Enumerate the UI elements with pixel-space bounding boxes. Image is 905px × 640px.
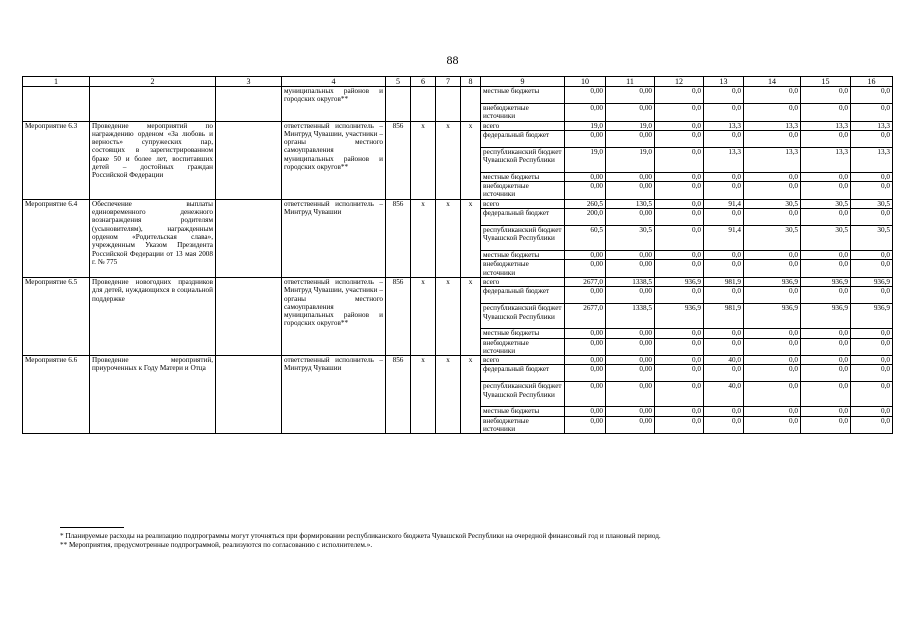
value-cell: 19,0: [606, 121, 655, 130]
table-row: [23, 356, 893, 365]
value-cell: 0,0: [744, 416, 801, 434]
funding-source-cell: всего: [481, 121, 565, 130]
value-cell: 0,00: [606, 260, 655, 278]
table-row: [23, 199, 893, 208]
value-cell: 0,00: [565, 287, 606, 304]
value-cell: 0,0: [744, 130, 801, 147]
funding-source-cell: всего: [481, 356, 565, 365]
header-cell: 2: [90, 77, 216, 87]
value-cell: 0,00: [606, 329, 655, 338]
value-cell: 0,0: [655, 226, 704, 251]
value-cell: 0,0: [744, 104, 801, 122]
cont-executor-cell: муниципальных районов и городских округов**: [282, 87, 386, 122]
funding-source-cell: федеральный бюджет: [481, 287, 565, 304]
value-cell: 0,00: [565, 329, 606, 338]
funding-source-cell: внебюджетные источники: [481, 260, 565, 278]
value-cell: 0,0: [744, 382, 801, 407]
value-cell: 13,3: [704, 147, 744, 172]
cont-empty-cell: [386, 87, 411, 122]
table-row: [23, 277, 893, 286]
value-cell: 0,0: [851, 407, 893, 416]
funding-source-cell: местные бюджеты: [481, 329, 565, 338]
table-row: [23, 121, 893, 130]
value-cell: 0,0: [655, 209, 704, 226]
value-cell: 0,0: [655, 147, 704, 172]
value-cell: 13,3: [704, 121, 744, 130]
header-cell: 7: [436, 77, 461, 87]
value-cell: 0,0: [851, 416, 893, 434]
header-row: [23, 77, 893, 87]
value-cell: 0,0: [744, 87, 801, 104]
value-cell: 0,0: [801, 287, 851, 304]
value-cell: 0,0: [704, 260, 744, 278]
value-cell: 0,0: [851, 182, 893, 200]
code-x-cell: x: [411, 356, 436, 434]
budget-table: [22, 76, 893, 434]
value-cell: 0,0: [851, 329, 893, 338]
code-x-cell: x: [461, 356, 481, 434]
value-cell: 0,0: [801, 104, 851, 122]
value-cell: 13,3: [851, 121, 893, 130]
value-cell: 0,0: [655, 260, 704, 278]
value-cell: 0,0: [744, 356, 801, 365]
value-cell: 19,0: [565, 147, 606, 172]
value-cell: 0,0: [655, 130, 704, 147]
value-cell: 13,3: [851, 147, 893, 172]
value-cell: 0,00: [606, 287, 655, 304]
value-cell: 0,0: [655, 287, 704, 304]
value-cell: 0,0: [744, 365, 801, 382]
value-cell: 0,0: [655, 365, 704, 382]
value-cell: 0,0: [655, 338, 704, 356]
value-cell: 0,00: [565, 260, 606, 278]
header-cell: 9: [481, 77, 565, 87]
funding-source-cell: всего: [481, 199, 565, 208]
value-cell: 91,4: [704, 199, 744, 208]
activity-code-cell: Мероприятие 6.5: [23, 277, 90, 355]
value-cell: 0,00: [606, 356, 655, 365]
value-cell: 0,0: [704, 329, 744, 338]
executor-cell: ответственный исполнитель – Минтруд Чувашии, участники – органы местного самоуправления муниципальных районов и городских округов**: [282, 121, 386, 199]
value-cell: 91,4: [704, 226, 744, 251]
value-cell: 200,0: [565, 209, 606, 226]
value-cell: 40,0: [704, 382, 744, 407]
cont-empty-cell: [461, 87, 481, 122]
value-cell: 0,0: [704, 365, 744, 382]
value-cell: 0,0: [744, 329, 801, 338]
value-cell: 0,00: [606, 104, 655, 122]
value-cell: 60,5: [565, 226, 606, 251]
value-cell: 981,9: [704, 304, 744, 329]
funding-source-cell: местные бюджеты: [481, 251, 565, 260]
value-cell: 1338,5: [606, 304, 655, 329]
activity-name-cell: Обеспечение выплаты единовременного денежного вознаграждения родителям (усыновителям), награжденным орденом «Родительская слава», учрежденным Указом Президента Российской Федерации от 13 мая 2008 г. № 775: [90, 199, 216, 277]
code-x-cell: x: [411, 277, 436, 355]
code-x-cell: x: [461, 121, 481, 199]
value-cell: 0,0: [851, 382, 893, 407]
value-cell: 0,00: [606, 407, 655, 416]
funding-source-cell: внебюджетные источники: [481, 338, 565, 356]
grbs-code-cell: 856: [386, 356, 411, 434]
footnote-separator: [60, 527, 124, 528]
value-cell: 936,9: [655, 304, 704, 329]
header-cell: 6: [411, 77, 436, 87]
value-cell: 0,0: [851, 130, 893, 147]
grbs-code-cell: 856: [386, 277, 411, 355]
value-cell: 0,0: [801, 365, 851, 382]
code-x-cell: x: [411, 199, 436, 277]
value-cell: 0,0: [704, 209, 744, 226]
value-cell: 0,0: [801, 329, 851, 338]
value-cell: 0,00: [606, 382, 655, 407]
executor-cell: ответственный исполнитель – Минтруд Чувашии, участники – органы местного самоуправления муниципальных районов и городских округов**: [282, 277, 386, 355]
col3-empty-cell: [216, 199, 282, 277]
executor-cell: ответственный исполнитель – Минтруд Чувашии: [282, 199, 386, 277]
header-cell: 4: [282, 77, 386, 87]
cont-code-cell: [23, 87, 90, 122]
value-cell: 0,0: [704, 338, 744, 356]
value-cell: 0,0: [801, 209, 851, 226]
value-cell: 936,9: [655, 277, 704, 286]
funding-source-cell: внебюджетные источники: [481, 104, 565, 122]
activity-code-cell: Мероприятие 6.4: [23, 199, 90, 277]
value-cell: 0,0: [704, 182, 744, 200]
value-cell: 0,00: [565, 407, 606, 416]
value-cell: 0,0: [851, 356, 893, 365]
cont-col3-cell: [216, 87, 282, 122]
value-cell: 0,0: [655, 182, 704, 200]
value-cell: 0,0: [744, 209, 801, 226]
funding-source-cell: республиканский бюджет Чувашской Республики: [481, 147, 565, 172]
footnote-2: ** Мероприятия, предусмотренные подпрограммой, реализуются по согласованию с исполнителем.».: [60, 541, 373, 549]
funding-source-cell: республиканский бюджет Чувашской Республики: [481, 226, 565, 251]
value-cell: 0,0: [704, 87, 744, 104]
value-cell: 0,0: [744, 287, 801, 304]
cont-name-cell: [90, 87, 216, 122]
value-cell: 0,00: [565, 356, 606, 365]
funding-source-cell: внебюджетные источники: [481, 182, 565, 200]
value-cell: 0,0: [655, 172, 704, 181]
value-cell: 260,5: [565, 199, 606, 208]
value-cell: 13,3: [744, 121, 801, 130]
value-cell: 0,0: [704, 251, 744, 260]
value-cell: 2677,0: [565, 277, 606, 286]
value-cell: 0,0: [704, 172, 744, 181]
value-cell: 0,0: [704, 407, 744, 416]
value-cell: 936,9: [851, 277, 893, 286]
header-cell: 14: [744, 77, 801, 87]
value-cell: 40,0: [704, 356, 744, 365]
value-cell: 0,0: [744, 338, 801, 356]
value-cell: 0,0: [851, 209, 893, 226]
header-cell: 8: [461, 77, 481, 87]
value-cell: 0,0: [655, 329, 704, 338]
value-cell: 0,0: [655, 251, 704, 260]
value-cell: 936,9: [801, 304, 851, 329]
value-cell: 0,0: [655, 121, 704, 130]
value-cell: 130,5: [606, 199, 655, 208]
funding-source-cell: внебюджетные источники: [481, 416, 565, 434]
value-cell: 1338,5: [606, 277, 655, 286]
funding-source-cell: федеральный бюджет: [481, 130, 565, 147]
value-cell: 0,0: [801, 251, 851, 260]
value-cell: 0,0: [704, 104, 744, 122]
value-cell: 13,3: [801, 121, 851, 130]
table-row: [23, 87, 893, 104]
code-x-cell: x: [461, 199, 481, 277]
value-cell: 0,00: [565, 251, 606, 260]
value-cell: 0,0: [851, 338, 893, 356]
value-cell: 0,0: [851, 260, 893, 278]
code-x-cell: x: [436, 277, 461, 355]
value-cell: 0,00: [565, 87, 606, 104]
value-cell: 0,0: [744, 260, 801, 278]
funding-source-cell: федеральный бюджет: [481, 365, 565, 382]
value-cell: 0,0: [851, 172, 893, 181]
value-cell: 0,0: [801, 338, 851, 356]
value-cell: 936,9: [744, 277, 801, 286]
header-cell: 1: [23, 77, 90, 87]
value-cell: 0,0: [704, 287, 744, 304]
activity-name-cell: Проведение мероприятий, приуроченных к Году Матери и Отца: [90, 356, 216, 434]
value-cell: 13,3: [801, 147, 851, 172]
value-cell: 0,0: [655, 356, 704, 365]
code-x-cell: x: [436, 121, 461, 199]
funding-source-cell: всего: [481, 277, 565, 286]
value-cell: 0,00: [565, 338, 606, 356]
value-cell: 0,00: [606, 365, 655, 382]
value-cell: 0,00: [606, 416, 655, 434]
value-cell: 0,00: [606, 251, 655, 260]
header-cell: 16: [851, 77, 893, 87]
value-cell: 0,0: [655, 87, 704, 104]
value-cell: 13,3: [744, 147, 801, 172]
value-cell: 0,0: [851, 287, 893, 304]
code-x-cell: x: [461, 277, 481, 355]
value-cell: 30,5: [744, 199, 801, 208]
value-cell: 30,5: [744, 226, 801, 251]
value-cell: 0,0: [744, 407, 801, 416]
footnote-1: * Планируемые расходы на реализацию подпрограммы могут уточняться при формировании республиканского бюджета Чувашской Республики на очередной финансовый год и плановый период.: [60, 532, 661, 540]
value-cell: 0,0: [704, 130, 744, 147]
header-cell: 13: [704, 77, 744, 87]
value-cell: 936,9: [744, 304, 801, 329]
value-cell: 0,00: [565, 382, 606, 407]
code-x-cell: x: [436, 356, 461, 434]
grbs-code-cell: 856: [386, 199, 411, 277]
value-cell: 0,00: [565, 130, 606, 147]
value-cell: 0,0: [801, 407, 851, 416]
value-cell: 0,0: [655, 416, 704, 434]
funding-source-cell: местные бюджеты: [481, 172, 565, 181]
value-cell: 0,00: [606, 338, 655, 356]
cont-empty-cell: [436, 87, 461, 122]
value-cell: 0,0: [655, 407, 704, 416]
value-cell: 0,00: [606, 182, 655, 200]
value-cell: 981,9: [704, 277, 744, 286]
value-cell: 19,0: [565, 121, 606, 130]
activity-code-cell: Мероприятие 6.3: [23, 121, 90, 199]
code-x-cell: x: [436, 199, 461, 277]
funding-source-cell: федеральный бюджет: [481, 209, 565, 226]
value-cell: 0,00: [565, 172, 606, 181]
value-cell: 0,0: [801, 130, 851, 147]
col3-empty-cell: [216, 356, 282, 434]
page-number: 88: [446, 53, 459, 67]
value-cell: 0,0: [704, 416, 744, 434]
cont-empty-cell: [411, 87, 436, 122]
value-cell: 0,00: [565, 182, 606, 200]
value-cell: 0,0: [655, 199, 704, 208]
value-cell: 0,0: [801, 182, 851, 200]
value-cell: 0,0: [744, 172, 801, 181]
value-cell: 0,0: [851, 251, 893, 260]
value-cell: 30,5: [851, 199, 893, 208]
value-cell: 0,0: [801, 382, 851, 407]
value-cell: 0,0: [655, 382, 704, 407]
funding-source-cell: республиканский бюджет Чувашской Республики: [481, 304, 565, 329]
value-cell: 0,0: [851, 365, 893, 382]
funding-source-cell: местные бюджеты: [481, 407, 565, 416]
value-cell: 0,0: [801, 260, 851, 278]
header-cell: 11: [606, 77, 655, 87]
value-cell: 0,00: [606, 209, 655, 226]
col3-empty-cell: [216, 121, 282, 199]
value-cell: 0,00: [606, 130, 655, 147]
value-cell: 0,0: [744, 251, 801, 260]
col3-empty-cell: [216, 277, 282, 355]
funding-source-cell: республиканский бюджет Чувашской Республики: [481, 382, 565, 407]
value-cell: 936,9: [851, 304, 893, 329]
value-cell: 0,0: [801, 356, 851, 365]
header-cell: 12: [655, 77, 704, 87]
value-cell: 2677,0: [565, 304, 606, 329]
header-cell: 3: [216, 77, 282, 87]
value-cell: 0,0: [801, 87, 851, 104]
code-x-cell: x: [411, 121, 436, 199]
value-cell: 0,00: [606, 172, 655, 181]
value-cell: 0,0: [655, 104, 704, 122]
value-cell: 0,00: [565, 416, 606, 434]
value-cell: 0,00: [565, 365, 606, 382]
value-cell: 0,00: [565, 104, 606, 122]
value-cell: 0,0: [851, 104, 893, 122]
header-cell: 5: [386, 77, 411, 87]
value-cell: 0,0: [801, 416, 851, 434]
header-cell: 10: [565, 77, 606, 87]
value-cell: 30,5: [606, 226, 655, 251]
value-cell: 0,0: [851, 87, 893, 104]
value-cell: 30,5: [801, 226, 851, 251]
value-cell: 936,9: [801, 277, 851, 286]
activity-name-cell: Проведение новогодних праздников для детей, нуждающихся в социальной поддержке: [90, 277, 216, 355]
value-cell: 30,5: [801, 199, 851, 208]
value-cell: 0,0: [801, 172, 851, 181]
value-cell: 19,0: [606, 147, 655, 172]
grbs-code-cell: 856: [386, 121, 411, 199]
activity-name-cell: Проведение мероприятий по награждению орденом «За любовь и верность» супружеских пар, состоящих в зарегистрированном браке 50 и более лет, воспитавших детей – достойных граждан Российской Федерации: [90, 121, 216, 199]
executor-cell: ответственный исполнитель – Минтруд Чувашии: [282, 356, 386, 434]
activity-code-cell: Мероприятие 6.6: [23, 356, 90, 434]
header-cell: 15: [801, 77, 851, 87]
value-cell: 0,0: [744, 182, 801, 200]
value-cell: 0,00: [606, 87, 655, 104]
funding-source-cell: местные бюджеты: [481, 87, 565, 104]
value-cell: 30,5: [851, 226, 893, 251]
